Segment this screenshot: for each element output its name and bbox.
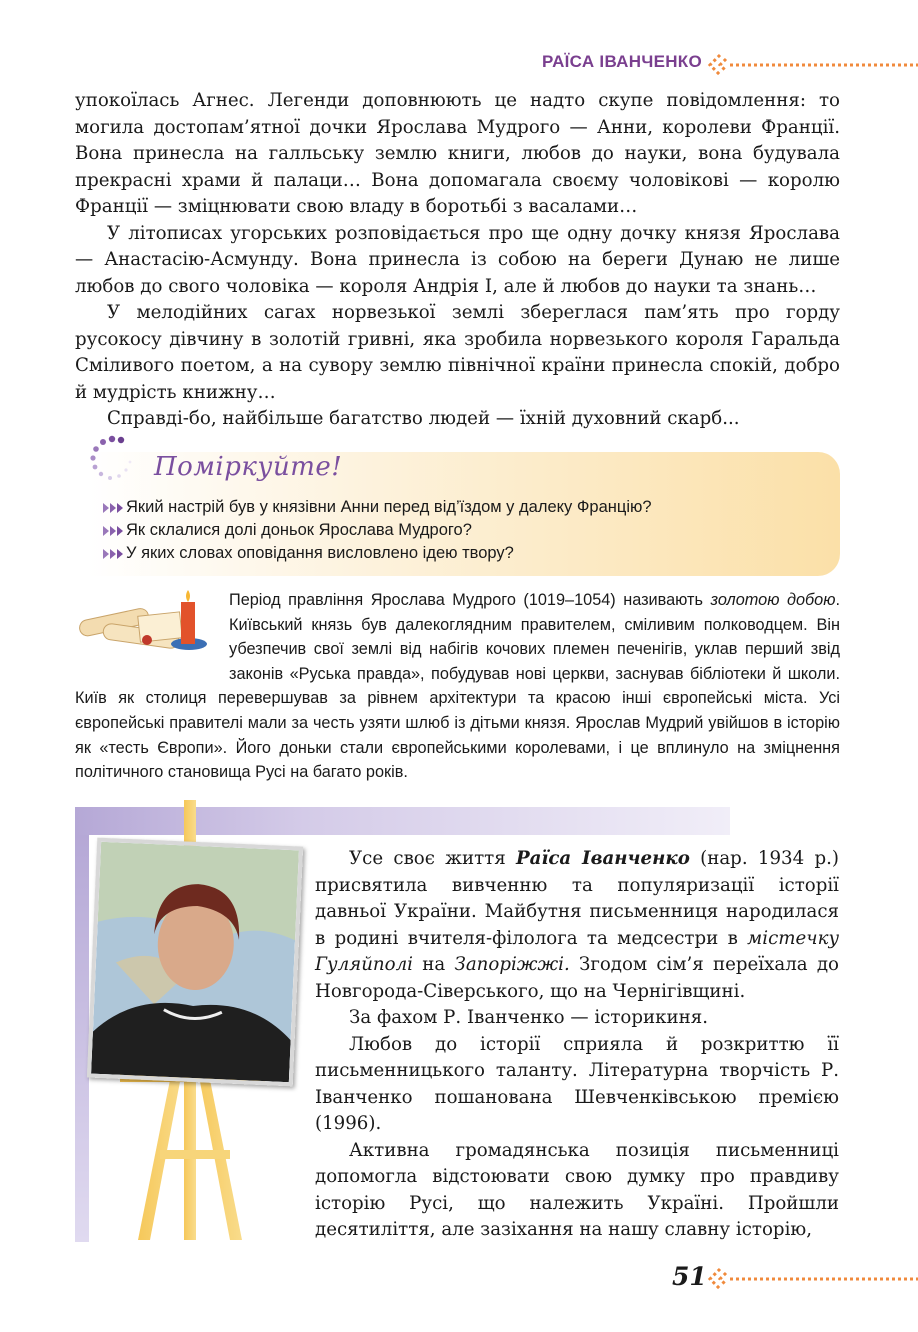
place-emphasis: містечку Гуляйполі [315, 927, 839, 975]
header-arrow-decoration [706, 50, 918, 80]
main-paragraph-4: Справді-бо, найбільше багатство людей — їхній духовний скарб... [107, 408, 740, 429]
list-item [102, 519, 652, 542]
triple-arrow-icon [102, 502, 124, 514]
question-text: У яких словах оповідання висловлено ідею твору? [126, 544, 514, 562]
main-paragraph-3: У мелодійних сагах норвезької землі збереглася пам’ять про горду русокосу дівчину в золотій гривні, яка зробила норвезького короля Гаральда Сміливого поетом, а на сувору землю північної країни принесла спокій, добро й мудрість книжну… [75, 302, 840, 403]
author-name-emphasis: Раїса Іванченко [515, 848, 690, 869]
bio-text-span: Усе своє життя [349, 848, 516, 869]
info-text-part2: . Київський князь був далекоглядним правителем, сміливим полководцем. Він убезпечив свої землі від набігів кочових племен печенігів, уклав перший звід законів «Руська правда», побудував нові церкви, заснував бібліотеки й школи. Київ як столиця перевершував за рівнем архітектури та красою інші європейські міста. Усі європейські правителі мали за честь узяти шлюб із дітьми князя. Ярослав Мудрий увійшов в історію як «тесть Європи». Його доньки стали європейськими королевами, і це вплинуло на зміцнення політичного становища Русі на багато років. [75, 591, 841, 782]
list-item [102, 496, 652, 519]
scrolls-candle-illustration [75, 588, 225, 662]
page-number: 51 [672, 1262, 707, 1291]
bio-paragraph-1 [315, 846, 839, 1005]
bio-text-span: Згодом сім’я переїхала до Новгорода-Сіверського, що на Чернігівщині. [315, 954, 840, 1002]
info-block [75, 588, 840, 785]
biography-text [315, 846, 839, 1244]
main-paragraph-2: У літописах угорських розповідається про ще одну дочку князя Ярослава — Анастасію-Асмунду. Вона принесла із собою на береги Дунаю не лише любов до свого чоловіка — короля Андрія I, але й любов до науки та знань… [75, 222, 840, 297]
dots-ring-icon [86, 432, 146, 492]
bio-text-span: на [413, 954, 455, 975]
author-portrait [87, 838, 303, 1087]
question-text: Як склалися долі доньок Ярослава Мудрого? [126, 521, 472, 539]
info-text-part1: Період правління Ярослава Мудрого (1019–1054) називають [229, 591, 711, 609]
place-emphasis: Запоріжжі. [454, 954, 570, 975]
question-text: Який настрій був у князівни Анни перед від’їздом у далеку Францію? [126, 498, 652, 516]
bio-paragraph-3: Любов до історії сприяла й розкриттю її письменницького таланту. Літературна творчість Р. Іванченко пошанована Шевченківською премією (1996). [315, 1033, 839, 1134]
think-box-title: Поміркуйте! [154, 452, 343, 482]
main-text [75, 88, 840, 433]
main-paragraph-1: упокоїлась Агнес. Легенди доповнюють це надто скупе повідомлення: то могила достопам’ятної дочки Ярослава Мудрого — Анни, королеви Франції. Вона принесла на галльську землю книги, любов до науки, вона будувала прекрасні храми й палаци… Вона допомагала своєму чоловікові — королю Франції — зміцнювати свою владу в боротьбі з васалами… [75, 90, 840, 217]
think-box [88, 452, 840, 576]
left-side-rule [75, 835, 89, 1242]
triple-arrow-icon [102, 525, 124, 537]
list-item [102, 542, 652, 565]
bio-paragraph-4: Активна громадянська позиція письменниці допомогла відстоювати свою думку про правдиву історію Русі, що належить Україні. Пройшли десятиліття, але зазіхання на нашу славну історію, [315, 1139, 839, 1240]
question-list [102, 496, 652, 565]
triple-arrow-icon [102, 548, 124, 560]
header-author-name: РАЇСА ІВАНЧЕНКО [541, 52, 702, 71]
author-photo [91, 842, 299, 1082]
bio-paragraph-2: За фахом Р. Іванченко — історикиня. [349, 1007, 708, 1028]
bio-text-span: (нар. 1934 р.) присвятила вивченню та популяризації історії давньої України. Майбутня письменниця народилася в родині вчителя-філолога та медсестри в [315, 848, 839, 949]
info-text-italic: золотою добою [710, 591, 836, 609]
footer-arrow-decoration [706, 1264, 918, 1294]
